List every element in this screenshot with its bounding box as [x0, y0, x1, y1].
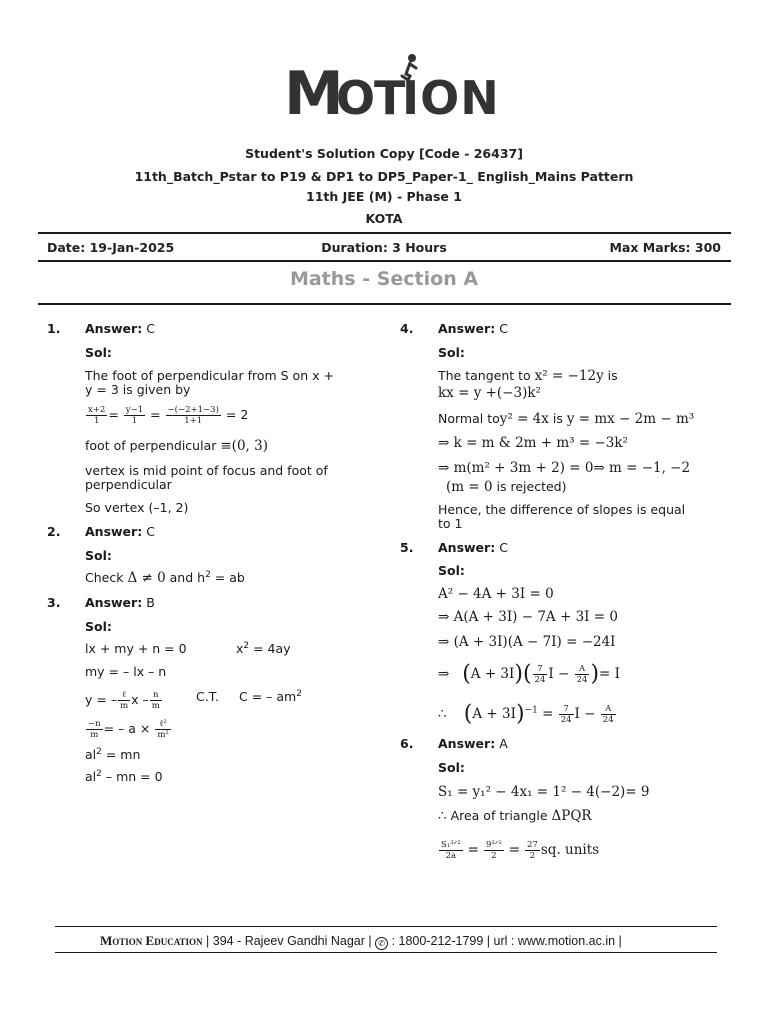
answer-line	[85, 595, 155, 610]
exam-duration: Duration: 3 Hours	[321, 240, 447, 255]
q3-text-5: $al^2$ = mn	[85, 746, 141, 762]
q5-text-2: ⇒ A(A + 3I) − 7A + 3I = 0	[438, 609, 618, 625]
answer-line	[85, 524, 155, 539]
q3-text-4: $\frac{-n}{m}$ = – a × $\frac{\text{ℓ²}}{\text{m²}}$	[88, 719, 169, 740]
answer-line	[438, 540, 508, 555]
q4-text-7: Hence, the difference of slopes is equal to 1	[438, 502, 686, 531]
question-number: 6.	[400, 736, 414, 751]
motion-logo	[0, 52, 768, 129]
q3-text-1b: $x^2 = 4ay$	[236, 640, 291, 656]
q4-text-2: kx = y +(−3)k²	[438, 385, 541, 401]
q6-text-2: ∴ Area of triangle ΔPQR	[438, 808, 592, 824]
question-number: 4.	[400, 321, 414, 336]
phase-title: 11th JEE (M) - Phase 1	[306, 189, 462, 204]
q5-text-1: A² − 4A + 3I = 0	[438, 586, 554, 602]
answer-value: C	[146, 321, 155, 336]
header-rule-mid	[38, 260, 731, 262]
question-number: 2.	[47, 524, 61, 539]
exam-date: Date: 19-Jan-2025	[47, 240, 175, 255]
logo-letter-m: M	[284, 59, 344, 129]
max-marks: Max Marks: 300	[609, 240, 721, 255]
q4-text-4: ⇒ k = m & 2m + m³ = −3k²	[438, 435, 628, 451]
sol-label: Sol:	[85, 345, 112, 360]
q4-text-5: ⇒ m(m² + 3m + 2) = 0⇒ m = −1, −2	[438, 460, 691, 476]
answer-label: Answer:	[85, 321, 143, 336]
q4-text-3: Normal toy² = 4x is y = mx − 2m − m³	[438, 411, 695, 427]
question-number: 5.	[400, 540, 414, 555]
answer-line	[438, 736, 508, 751]
q5-text-4: ⇒ (A + 3I)( $\frac{7}{24}$ I − $\frac{A}{24}$ )= I	[438, 661, 620, 687]
q1-text-1: The foot of perpendicular from S on x + y = 3 is given by	[85, 368, 334, 397]
logo-letters-ion: ION	[402, 71, 500, 125]
answer-value: A	[499, 736, 508, 751]
solution-copy-title: Student's Solution Copy [Code - 26437]	[245, 146, 523, 161]
phone-icon: ✆	[375, 937, 388, 950]
q3-text-3-c: C = – $am^2$	[239, 688, 302, 704]
footer-rule-top	[55, 926, 717, 927]
logo-letter-o: O	[336, 71, 376, 125]
answer-line	[438, 321, 508, 336]
q6-text-3: $\frac{\text{S₁³ᐟ²}}{2a}$ = $\frac{\text{9³ᐟ²}}{2}$ = $\frac{27}{2}$ sq. units	[441, 840, 600, 861]
q3-text-2: my = – lx – n	[85, 664, 167, 679]
question-number: 1.	[47, 321, 61, 336]
answer-label: Answer:	[438, 321, 496, 336]
answer-value: C	[146, 524, 155, 539]
answer-value: C	[499, 540, 508, 555]
question-number: 3.	[47, 595, 61, 610]
sol-label: Sol:	[438, 563, 465, 578]
footer	[100, 933, 622, 950]
sol-label: Sol:	[438, 345, 465, 360]
answer-label: Answer:	[438, 540, 496, 555]
answer-label: Answer:	[438, 736, 496, 751]
header-rule-bottom	[38, 303, 731, 305]
answer-value: C	[499, 321, 508, 336]
q3-text-6: $al^2$ – mn = 0	[85, 768, 163, 784]
footer-brand: Motion Education	[100, 933, 203, 948]
q3-text-1a: lx + my + n = 0	[85, 641, 187, 656]
batch-title: 11th_Batch_Pstar to P19 & DP1 to DP5_Paper-1_ English_Mains Pattern	[134, 169, 634, 184]
q2-text-1: Check Δ ≠ 0 and $h^2$ = ab	[85, 569, 245, 586]
q3-text-3: y = – $\frac{\text{ℓ}}{m}$ x – $\frac{n}{m}$	[85, 690, 160, 711]
q5-text-3: ⇒ (A + 3I)(A − 7I) = −24I	[438, 634, 616, 650]
footer-contact: : 1800-212-1799 | url : www.motion.ac.in |	[388, 934, 622, 948]
center-title: KOTA	[365, 211, 403, 226]
sol-label: Sol:	[438, 760, 465, 775]
answer-label: Answer:	[85, 524, 143, 539]
q1-equation: $\frac{x+2}{1}$ = $\frac{y-1}{1}$ = $\frac{-(-2+1-3)}{1+1}$ = 2	[88, 405, 249, 426]
q6-text-1: S₁ = y₁² − 4x₁ = 1² − 4(−2)= 9	[438, 784, 650, 800]
sol-label: Sol:	[85, 619, 112, 634]
motion-logo-graphic	[284, 52, 500, 129]
q4-text-6: (m = 0 is rejected)	[446, 479, 567, 495]
section-title: Maths - Section A	[289, 268, 479, 290]
q4-text-1: The tangent to x² = −12y is	[438, 368, 618, 384]
answer-value: B	[146, 595, 155, 610]
q1-text-3: foot of perpendicular ≡(0, 3)	[85, 438, 268, 454]
q5-text-5: ∴ $(A + 3I)^{-1}$ = $\frac{7}{24}$ I − $\frac{A}{24}$	[438, 701, 614, 727]
sol-label: Sol:	[85, 548, 112, 563]
answer-line	[85, 321, 155, 336]
footer-address: | 394 - Rajeev Gandhi Nagar |	[202, 934, 376, 948]
q1-text-4: vertex is mid point of focus and foot of perpendicular	[85, 463, 328, 492]
q3-text-3-ct: C.T.	[196, 689, 219, 704]
logo-letter-t: T	[374, 71, 406, 125]
header-rule-top	[38, 232, 731, 234]
answer-label: Answer:	[85, 595, 143, 610]
footer-rule-bottom	[55, 952, 717, 953]
q1-text-5: So vertex (–1, 2)	[85, 500, 189, 515]
